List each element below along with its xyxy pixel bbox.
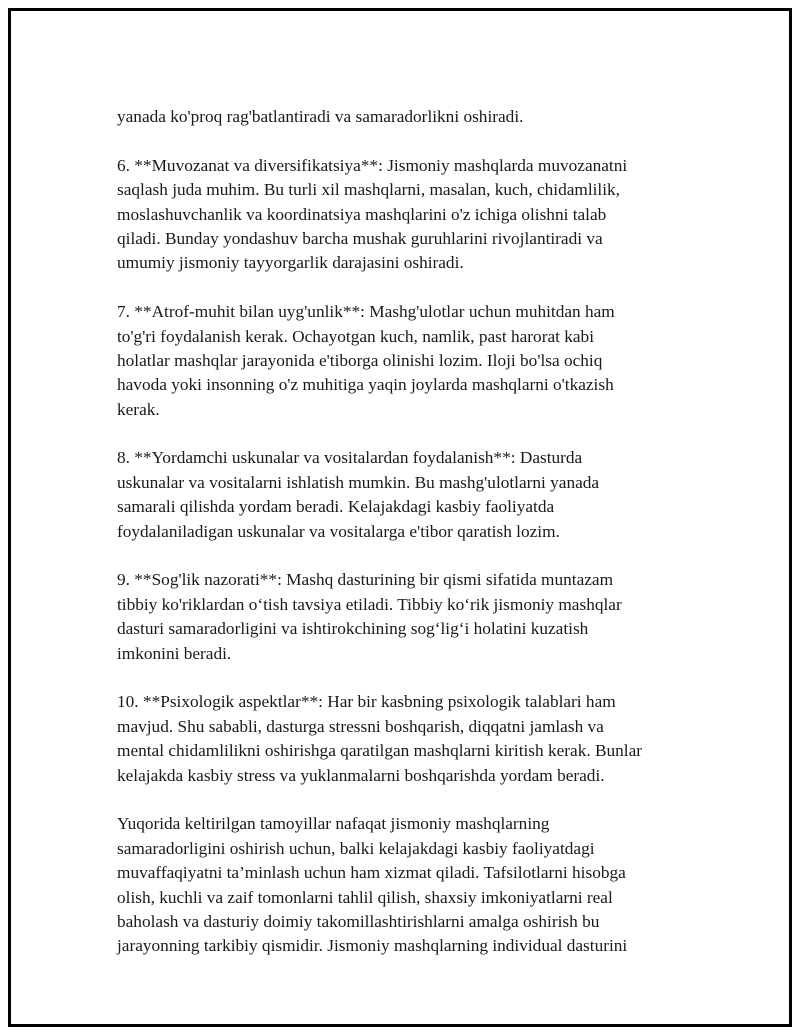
- paragraph-9-health-monitoring: [117, 568, 693, 666]
- text-line: to'g'ri foydalanish kerak. Ochayotgan kuch, namlik, past harorat kabi: [117, 326, 594, 346]
- text-line: samaradorligini oshirish uchun, balki kelajakdagi kasbiy faoliyatdagi: [117, 838, 595, 858]
- page-frame: [8, 8, 792, 1027]
- text-line: uskunalar va vositalarni ishlatish mumkin. Bu mashg'ulotlarni yanada: [117, 472, 600, 492]
- text-line: baholash va dasturiy doimiy takomillashtirishlarni amalga oshirish bu: [117, 911, 600, 931]
- text-line: mavjud. Shu sababli, dasturga stressni boshqarish, diqqatni jamlash va: [117, 716, 604, 736]
- paragraph-continuation: [117, 105, 693, 129]
- text-line: jarayonning tarkibiy qismidir. Jismoniy mashqlarning individual dasturini: [117, 936, 628, 956]
- text-line: havoda yoki insonning o'z muhitiga yaqin joylarda mashqlarni o'tkazish: [117, 375, 614, 395]
- text-line: saqlash juda muhim. Bu turli xil mashqlarni, masalan, kuch, chidamlilik,: [117, 180, 620, 200]
- text-line: kerak.: [117, 399, 160, 419]
- text-line: 7. **Atrof-muhit bilan uyg'unlik**: Mashg'ulotlar uchun muhitdan ham: [117, 302, 615, 322]
- paragraph-conclusion: [117, 812, 693, 958]
- text-line: samarali qilishda yordam beradi. Kelajakdagi kasbiy faoliyatda: [117, 497, 555, 517]
- text-line: muvaffaqiyatni ta’minlash uchun ham xizmat qiladi. Tafsilotlarni hisobga: [117, 863, 626, 883]
- text-line: Yuqorida keltirilgan tamoyillar nafaqat jismoniy mashqlarning: [117, 814, 550, 834]
- text-line: 8. **Yordamchi uskunalar va vositalardan foydalanish**: Dasturda: [117, 448, 583, 468]
- text-line: holatlar mashqlar jarayonida e'tiborga olinishi lozim. Iloji bo'lsa ochiq: [117, 350, 603, 370]
- text-line: qiladi. Bunday yondashuv barcha mushak guruhlarini rivojlantiradi va: [117, 228, 603, 248]
- text-line: mental chidamlilikni oshirishga qaratilgan mashqlarni kiritish kerak. Bunlar: [117, 741, 643, 761]
- text-line: yanada ko'proq rag'batlantiradi va samaradorlikni oshiradi.: [117, 107, 524, 126]
- text-line: olish, kuchli va zaif tomonlarni tahlil qilish, shaxsiy imkoniyatlarni real: [117, 887, 613, 907]
- text-line: imkonini beradi.: [117, 643, 232, 663]
- paragraph-10-psychological: [117, 690, 693, 788]
- paragraph-8-equipment: [117, 446, 693, 544]
- text-line: umumiy jismoniy tayyorgarlik darajasini oshiradi.: [117, 253, 464, 273]
- paragraph-6-balance: [117, 154, 693, 276]
- document-body: [117, 105, 693, 983]
- text-line: 10. **Psixologik aspektlar**: Har bir kasbning psixologik talablari ham: [117, 692, 616, 712]
- text-line: moslashuvchanlik va koordinatsiya mashqlarini o'z ichiga olishni talab: [117, 204, 607, 224]
- text-line: 9. **Sog'lik nazorati**: Mashq dasturining bir qismi sifatida muntazam: [117, 570, 614, 590]
- text-line: 6. **Muvozanat va diversifikatsiya**: Jismoniy mashqlarda muvozanatni: [117, 155, 628, 175]
- text-line: tibbiy ko'riklardan o‘tish tavsiya etiladi. Tibbiy ko‘rik jismoniy mashqlar: [117, 594, 622, 614]
- text-line: kelajakda kasbiy stress va yuklanmalarni boshqarishda yordam beradi.: [117, 765, 605, 785]
- paragraph-7-environment: [117, 300, 693, 422]
- text-line: dasturi samaradorligini va ishtirokchining sog‘lig‘i holatini kuzatish: [117, 619, 589, 639]
- text-line: foydalaniladigan uskunalar va vositalarga e'tibor qaratish lozim.: [117, 521, 560, 541]
